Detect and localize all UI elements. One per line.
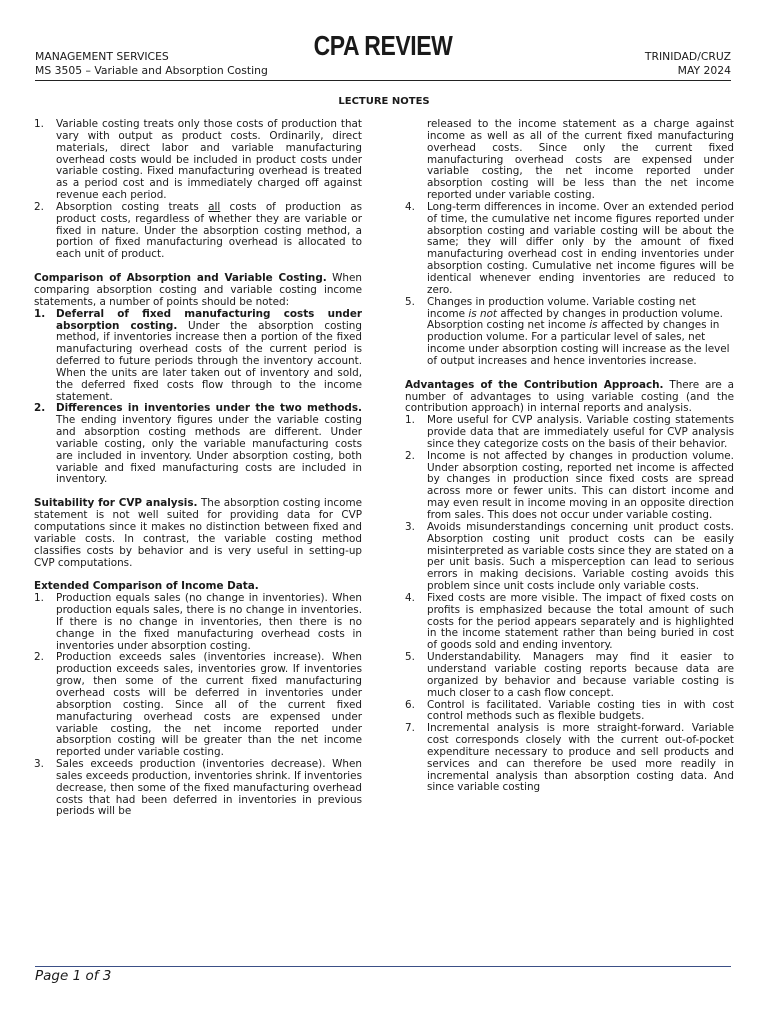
- item-number: 1.: [34, 307, 46, 320]
- item-text: Control is facilitated. Variable costing ties in with cost control methods such as flexible budgets.: [427, 698, 734, 723]
- section-heading: Comparison of Absorption and Variable Costing.: [34, 272, 327, 285]
- right-column: [405, 119, 734, 794]
- advantages-list: [405, 415, 734, 794]
- item-text: More useful for CVP analysis. Variable costing statements provide data that are immediately useful for CVP analysis since they categorize costs on the basis of their behavior.: [427, 414, 734, 450]
- item-number: 1.: [405, 414, 415, 427]
- advantages-paragraph: [405, 380, 734, 416]
- item-number: 1.: [34, 592, 44, 605]
- item-text: Understandability. Managers may find it easier to understand variable costing reports because data are organized by behavior and because variable costing is much closer to a cash flow concept.: [427, 651, 734, 699]
- text-run: Changes in production volume. Variable costing net income: [427, 295, 696, 320]
- authors-label: TRINIDAD/CRUZ: [644, 50, 731, 63]
- section-heading: Advantages of the Contribution Approach.: [405, 378, 664, 391]
- item-text: released to the income statement as a charge against income as well as all of the current fixed manufacturing overhead costs. Since only the current fixed manufacturing overhead costs are expensed under variable costing, the net income reported under absorption costing will be less than the net income reported under variable costing.: [427, 118, 734, 202]
- list-item: [405, 593, 734, 652]
- list-item: [405, 451, 734, 522]
- list-item: [34, 119, 362, 202]
- list-item: [405, 700, 734, 724]
- italic-text: is: [589, 319, 598, 332]
- left-column: [34, 119, 362, 818]
- item-number: 5.: [405, 651, 415, 664]
- list-item: [405, 202, 734, 297]
- section-heading: Extended Comparison of Income Data.: [34, 580, 259, 593]
- item-number: 4.: [405, 591, 415, 604]
- list-item: [405, 652, 734, 699]
- list-item: [405, 415, 734, 451]
- item-text: [427, 297, 734, 368]
- item-text: [56, 309, 362, 404]
- section-heading: Suitability for CVP analysis.: [34, 497, 198, 510]
- page-header: [35, 30, 731, 80]
- text-run: costs of production as product costs, regardless of whether they are variable or fixed in nature. Under the absorption costing method, a portion of fixed manufacturing overhead is allocated to each unit of product.: [56, 200, 362, 261]
- item-text: [56, 202, 362, 261]
- item-text: Income is not affected by changes in production volume. Under absorption costing, reported net income is affected by changes in production since fixed costs are spread across more or fewer units. This can distort income and may even result in income moving in an opposite direction from sales. This does not occur under variable costing.: [427, 449, 734, 521]
- item-number: 5.: [405, 295, 415, 308]
- list-item: [405, 723, 734, 794]
- text-run: The absorption costing income statement is not well suited for providing data for CVP computations since it makes no distinction between fixed and variable costs. In contrast, the variable costing method classifies costs by behavior and is very useful in setting-up CVP computations.: [34, 497, 362, 569]
- comparison-paragraph: [34, 273, 362, 309]
- item-number: 2.: [34, 402, 46, 415]
- item-text: [56, 403, 362, 486]
- document-title: CPA REVIEW: [313, 30, 453, 61]
- list-item: [405, 297, 734, 368]
- item-number: 6.: [405, 698, 415, 711]
- footer-divider: [35, 966, 731, 967]
- list-item: [34, 652, 362, 759]
- item-text: Production equals sales (no change in inventories). When production equals sales, there is no change in inventories. If there is no change in inventories, then there is no change in the fixed manufacturing overhead costs in inventories under absorption costing.: [56, 592, 362, 652]
- item-number: 7.: [405, 722, 415, 735]
- text-run: There are a number of advantages to using variable costing (and the contribution approach) in internal reports and analysis.: [405, 378, 734, 415]
- item-heading: Differences in inventories under the two methods.: [56, 402, 362, 415]
- italic-text: is not: [468, 307, 497, 320]
- text-run: The ending inventory figures under the variable costing and absorption costing methods are different. Under variable costing, only the variable manufacturing costs are included in inventory. Under absorption costing, both variable and fixed manufacturing costs are included in inventory.: [56, 414, 362, 486]
- list-item: [34, 593, 362, 652]
- item-text: Production exceeds sales (inventories increase). When production exceeds sales, inventories grow. If inventories grow, then some of the current fixed manufacturing overhead costs will be deferred in inventories under absorption costing. Since all of the current fixed manufacturing overhead costs are expensed under variable costing, the net income reported under absorption costing will be greater than the net income reported under variable costing.: [56, 651, 362, 759]
- subject-label: MANAGEMENT SERVICES: [35, 50, 169, 63]
- text-run: Under the absorption costing method, if inventories increase then a portion of the fixed manufacturing overhead costs of the current period is deferred to future periods through the inventory account. When the units are later taken out of inventory and sold, the deferred fixed costs flow through to the income statement.: [56, 319, 362, 403]
- header-right: [645, 50, 731, 77]
- item-number: 3.: [34, 758, 44, 771]
- item-text: Incremental analysis is more straight-forward. Variable cost corresponds closely with the current out-of-pocket expenditure necessary to produce and sell products and services and can therefore be used more readily in incremental analysis than absorption costing data. And since variable costing: [427, 722, 734, 794]
- item-number: 4.: [405, 200, 415, 213]
- text-run: When comparing absorption costing and variable costing income statements, a number of points should be noted:: [34, 272, 362, 308]
- item-text: Fixed costs are more visible. The impact of fixed costs on profits is emphasized because the total amount of such costs for the period appears separately and is highlighted in the income statement rather than being buried in cost of goods sold and ending inventory.: [427, 591, 734, 652]
- header-divider: [35, 80, 731, 81]
- list-item: [34, 202, 362, 261]
- list-item: [34, 309, 362, 404]
- text-run: affected by changes in production volume. For a particular level of sales, net income under absorption costing will increase as the level of output increases and hence inventories increase.: [427, 319, 730, 367]
- list-item: [34, 403, 362, 486]
- section-title: LECTURE NOTES: [338, 96, 430, 107]
- underlined-text: all: [208, 200, 221, 213]
- item-number: 2.: [405, 449, 415, 462]
- item-number: 3.: [405, 520, 415, 533]
- item-number: 1.: [34, 118, 44, 130]
- suitability-paragraph: [34, 498, 362, 569]
- date-label: MAY 2024: [677, 63, 731, 77]
- list-item: [405, 522, 734, 593]
- item-heading: Deferral of fixed manufacturing costs under absorption costing.: [56, 307, 362, 332]
- list-item-continued: [405, 119, 734, 202]
- text-run: Absorption costing treats: [56, 200, 209, 213]
- page-number: Page 1 of 3: [35, 968, 112, 984]
- item-text: Long-term differences in income. Over an extended period of time, the cumulative net income figures reported under absorption costing and variable costing will be about the same; they will differ only by the amount of fixed manufacturing overhead cost in ending inventories under absorption costing. Cumulative net income figures will be identical whenever ending inventories are reduced to zero.: [427, 200, 734, 296]
- item-text: Variable costing treats only those costs of production that vary with output as product costs. Ordinarily, direct materials, direct labor and variable manufacturing overhead costs would be included in product costs under variable costing. Fixed manufacturing overhead is treated as a period cost and is immediately charged off against revenue each period.: [56, 118, 362, 202]
- text-run: affected by changes in production volume. Absorption costing net income: [427, 307, 723, 332]
- list-item: [34, 759, 362, 818]
- topic-label: MS 3505 – Variable and Absorption Costing: [35, 63, 268, 77]
- item-text: Avoids misunderstandings concerning unit product costs. Absorption costing unit product costs can be easily misinterpreted as variable costs since they are stated on a per unit basis. Such a misperception can lead to serious errors in making decisions. Variable costing avoids this problem since unit costs include only variable costs.: [427, 520, 734, 593]
- item-number: 2.: [34, 200, 44, 213]
- item-number: 2.: [34, 651, 44, 664]
- item-text: Sales exceeds production (inventories decrease). When sales exceeds production, inventories shrink. If inventories decrease, then some of the fixed manufacturing overhead costs that had been deferred in inventories in previous periods will be: [56, 758, 362, 818]
